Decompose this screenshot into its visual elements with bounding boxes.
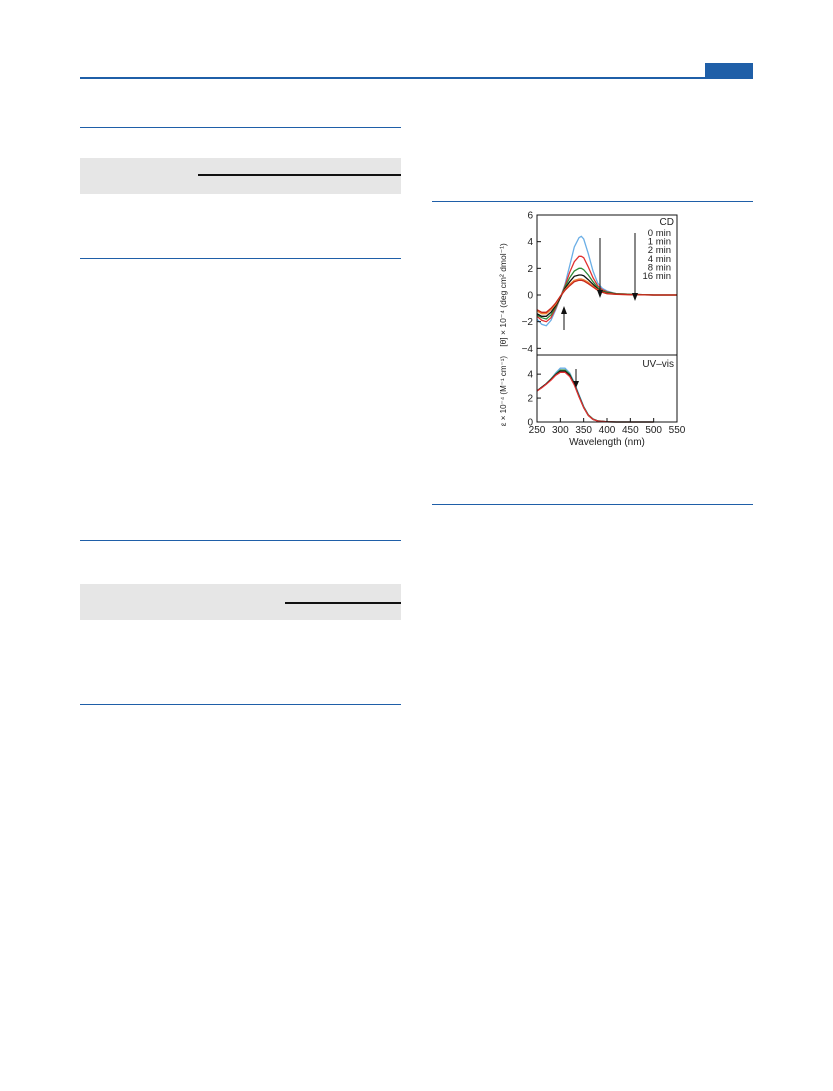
cd-ytick-label: 4	[527, 237, 533, 249]
cd-legend-entry: 1 min	[647, 236, 671, 248]
table-top-rule-2	[80, 540, 401, 541]
uv-xtick-label: 350	[575, 425, 593, 436]
cd-legend-entry: 8 min	[647, 262, 671, 274]
uv-xtick-label: 450	[621, 425, 639, 436]
cd-arrowhead-up-310	[561, 306, 567, 314]
uv-ytick-label: 0	[527, 417, 533, 429]
uv-panel-label: UV–vis	[642, 359, 674, 370]
cd-arrowhead-down-450	[632, 293, 638, 301]
cd-ytick-label: 0	[527, 290, 533, 302]
figure-cd-uvvis	[490, 205, 690, 455]
page-number-tab	[705, 63, 753, 79]
uv-xtick-label: 400	[598, 425, 616, 436]
cd-ytick-label: 6	[527, 210, 533, 222]
uv-xtick-label: 550	[668, 425, 686, 436]
cd-legend	[642, 228, 671, 282]
cd-ylabel: [θ] × 10⁻⁴ (deg cm² dmol⁻¹)	[498, 243, 508, 347]
cd-panel	[498, 211, 677, 356]
uv-ytick-label: 2	[527, 393, 533, 405]
cd-legend-entry: 16 min	[642, 271, 671, 282]
uv-xlabel: Wavelength (nm)	[569, 437, 645, 448]
uv-ylabel: ε × 10⁻⁴ (M⁻¹ cm⁻¹)	[499, 355, 508, 427]
page-header-rule	[80, 77, 753, 79]
figure-bottom-rule	[432, 504, 753, 505]
cd-panel-label: CD	[659, 217, 674, 228]
cd-legend-entry: 4 min	[647, 253, 671, 265]
cd-legend-entry: 0 min	[647, 228, 671, 239]
figure-top-rule	[432, 201, 753, 202]
cd-series-line-4	[537, 279, 677, 314]
cd-ytick-label: −4	[521, 343, 533, 355]
table-bottom-rule-1	[80, 258, 401, 259]
uv-xtick-label: 300	[551, 425, 569, 436]
cd-ytick-label: 2	[527, 263, 533, 275]
uvvis-panel	[499, 355, 686, 448]
table-column-rule-2	[285, 602, 401, 604]
uv-ytick-label: 4	[527, 369, 533, 381]
uv-series-line-2	[537, 371, 654, 422]
cd-arrowhead-down-350	[597, 290, 603, 298]
uv-xtick-label: 500	[645, 425, 663, 436]
table-column-rule-1	[198, 174, 401, 176]
cd-series-line-5	[537, 280, 677, 312]
cd-legend-entry: 2 min	[647, 245, 671, 257]
uv-series-line-1	[537, 370, 654, 422]
table-bottom-rule-2	[80, 704, 401, 705]
uv-series-line-3	[537, 372, 654, 422]
table-header-band-1	[80, 158, 401, 194]
uv-xtick-label: 250	[528, 425, 546, 436]
cd-ytick-label: −2	[521, 317, 533, 329]
table-top-rule-1	[80, 127, 401, 128]
